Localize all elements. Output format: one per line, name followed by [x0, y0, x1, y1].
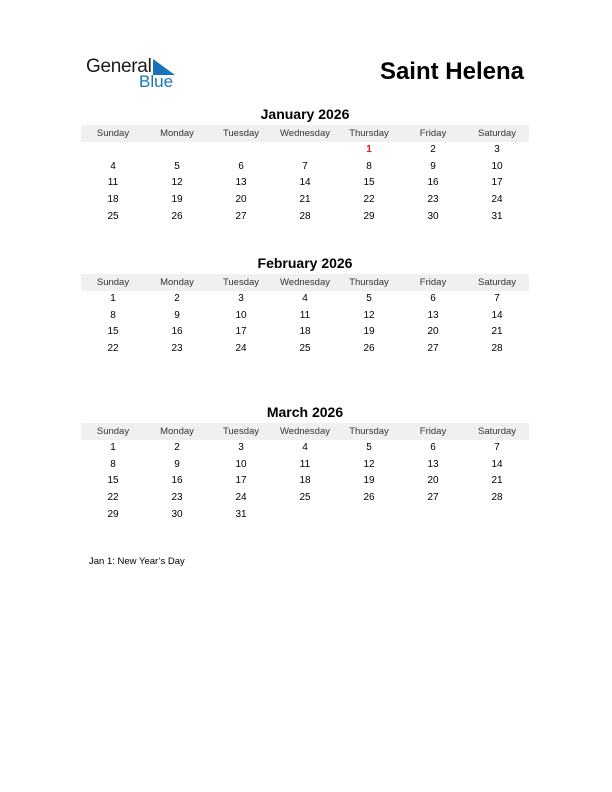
weekday-label: Monday — [160, 128, 194, 139]
weekday-label: Saturday — [477, 128, 517, 139]
generalblue-logo — [86, 56, 186, 92]
day-cell: 4 — [302, 442, 308, 453]
weekday-label: Friday — [419, 426, 447, 437]
day-cell: 16 — [427, 177, 439, 189]
day-cell: 13 — [235, 177, 247, 189]
weekday-label: Monday — [160, 277, 194, 288]
day-cell: 13 — [427, 458, 439, 470]
day-cell: 18 — [107, 194, 119, 206]
weekday-label: Tuesday — [222, 128, 260, 139]
day-cell: 7 — [494, 442, 500, 453]
day-cell: 12 — [363, 458, 375, 470]
day-cell: 30 — [427, 210, 439, 222]
day-cell — [337, 507, 401, 524]
day-cell: 2 — [430, 144, 436, 155]
week-row — [81, 308, 529, 325]
day-cell: 7 — [494, 293, 500, 304]
month-february — [81, 255, 529, 358]
day-cell: 16 — [171, 475, 183, 487]
day-cell: 18 — [299, 326, 311, 338]
day-cell: 11 — [299, 309, 311, 321]
day-cell: 27 — [427, 343, 439, 355]
day-cell: 31 — [235, 508, 247, 520]
day-cell: 28 — [491, 343, 503, 355]
week-row — [81, 457, 529, 474]
weekday-label: Thursday — [349, 426, 389, 437]
day-cell: 17 — [235, 326, 247, 338]
week-row — [81, 142, 529, 159]
weekday-label: Tuesday — [222, 277, 260, 288]
day-cell — [273, 142, 337, 159]
day-cell: 18 — [299, 475, 311, 487]
day-cell: 26 — [171, 210, 183, 222]
day-cell: 25 — [107, 210, 119, 222]
holiday-day-cell: 1 — [366, 144, 372, 155]
weekday-label: Saturday — [477, 277, 517, 288]
day-cell: 1 — [110, 442, 116, 453]
week-row — [81, 175, 529, 192]
day-cell: 21 — [299, 194, 311, 206]
day-cell: 2 — [174, 442, 180, 453]
day-cell: 2 — [174, 293, 180, 304]
day-cell: 30 — [171, 508, 183, 520]
day-cell: 20 — [427, 326, 439, 338]
day-cell: 6 — [430, 293, 436, 304]
month-title: February 2026 — [257, 255, 353, 271]
day-cell: 8 — [110, 309, 116, 321]
weekday-label: Tuesday — [222, 426, 260, 437]
day-cell: 25 — [299, 343, 311, 355]
day-cell: 23 — [171, 492, 183, 504]
weekday-label: Monday — [160, 426, 194, 437]
day-cell: 10 — [235, 458, 247, 470]
day-cell: 21 — [491, 475, 503, 487]
month-march — [81, 404, 529, 523]
weekday-label: Thursday — [349, 128, 389, 139]
country-title: Saint Helena — [379, 58, 524, 85]
weekday-label: Wednesday — [280, 277, 330, 288]
day-cell: 10 — [235, 309, 247, 321]
day-cell: 7 — [302, 160, 308, 172]
week-row — [81, 324, 529, 341]
weekday-label: Sunday — [96, 277, 130, 288]
weekday-label: Sunday — [96, 426, 130, 437]
day-cell: 17 — [491, 177, 503, 189]
day-cell: 28 — [491, 492, 503, 504]
day-cell: 12 — [171, 177, 183, 189]
month-title: January 2026 — [260, 106, 350, 122]
week-row — [81, 209, 529, 226]
day-cell: 19 — [171, 194, 183, 206]
day-cell: 9 — [174, 458, 180, 470]
day-cell — [209, 142, 273, 159]
day-cell: 20 — [235, 194, 247, 206]
holiday-note: Jan 1: New Year’s Day — [89, 556, 185, 567]
day-cell: 22 — [363, 194, 375, 206]
day-cell: 5 — [174, 160, 180, 172]
weekday-label: Friday — [419, 128, 447, 139]
weekday-header — [81, 274, 529, 291]
day-cell: 21 — [491, 326, 503, 338]
day-cell: 22 — [107, 492, 119, 504]
weekday-label: Sunday — [96, 128, 130, 139]
day-cell: 5 — [366, 293, 372, 304]
day-cell — [401, 507, 465, 524]
day-cell: 31 — [491, 210, 503, 222]
day-cell: 3 — [238, 442, 244, 453]
day-cell: 1 — [110, 293, 116, 304]
day-cell: 4 — [302, 293, 308, 304]
day-cell: 24 — [491, 194, 503, 206]
day-cell: 29 — [107, 508, 119, 520]
day-cell: 11 — [107, 177, 119, 189]
week-row — [81, 440, 529, 457]
day-cell: 11 — [299, 458, 311, 470]
month-january — [81, 106, 529, 225]
day-cell: 15 — [363, 177, 375, 189]
day-cell: 25 — [299, 492, 311, 504]
day-cell: 14 — [491, 458, 503, 470]
day-cell: 23 — [427, 194, 439, 206]
day-cell: 6 — [430, 442, 436, 453]
day-cell — [145, 142, 209, 159]
day-cell: 4 — [110, 160, 116, 172]
logo-blue-text: Blue — [139, 72, 174, 91]
day-cell: 14 — [299, 177, 311, 189]
day-cell: 22 — [107, 343, 119, 355]
day-cell: 13 — [427, 309, 439, 321]
day-cell: 9 — [174, 309, 180, 321]
day-cell: 19 — [363, 475, 375, 487]
weekday-header — [81, 125, 529, 142]
day-cell: 29 — [363, 210, 375, 222]
day-cell — [465, 507, 529, 524]
day-cell — [273, 507, 337, 524]
month-title: March 2026 — [266, 404, 344, 420]
day-cell: 20 — [427, 475, 439, 487]
weekday-label: Friday — [419, 277, 447, 288]
week-row — [81, 291, 529, 308]
day-cell: 5 — [366, 442, 372, 453]
week-row — [81, 192, 529, 209]
day-cell: 3 — [238, 293, 244, 304]
day-cell: 27 — [235, 210, 247, 222]
day-cell: 8 — [110, 458, 116, 470]
day-cell: 19 — [363, 326, 375, 338]
day-cell: 3 — [494, 144, 500, 155]
weekday-label: Thursday — [349, 277, 389, 288]
day-cell: 26 — [363, 343, 375, 355]
day-cell: 9 — [430, 160, 436, 172]
logo-general-text: General — [86, 56, 152, 77]
weekday-label: Wednesday — [280, 426, 330, 437]
day-cell: 8 — [366, 160, 372, 172]
week-row — [81, 159, 529, 176]
week-row — [81, 490, 529, 507]
weekday-header — [81, 423, 529, 440]
day-cell: 10 — [491, 160, 503, 172]
week-row — [81, 507, 529, 524]
day-cell: 17 — [235, 475, 247, 487]
weekday-label: Saturday — [477, 426, 517, 437]
day-cell: 24 — [235, 343, 247, 355]
day-cell: 16 — [171, 326, 183, 338]
day-cell — [81, 142, 145, 159]
weekday-label: Wednesday — [280, 128, 330, 139]
day-cell: 14 — [491, 309, 503, 321]
day-cell: 24 — [235, 492, 247, 504]
day-cell: 12 — [363, 309, 375, 321]
day-cell: 15 — [107, 475, 119, 487]
day-cell: 26 — [363, 492, 375, 504]
day-cell: 6 — [238, 160, 244, 172]
week-row — [81, 341, 529, 358]
day-cell: 27 — [427, 492, 439, 504]
week-row — [81, 473, 529, 490]
day-cell: 15 — [107, 326, 119, 338]
day-cell: 23 — [171, 343, 183, 355]
day-cell: 28 — [299, 210, 311, 222]
